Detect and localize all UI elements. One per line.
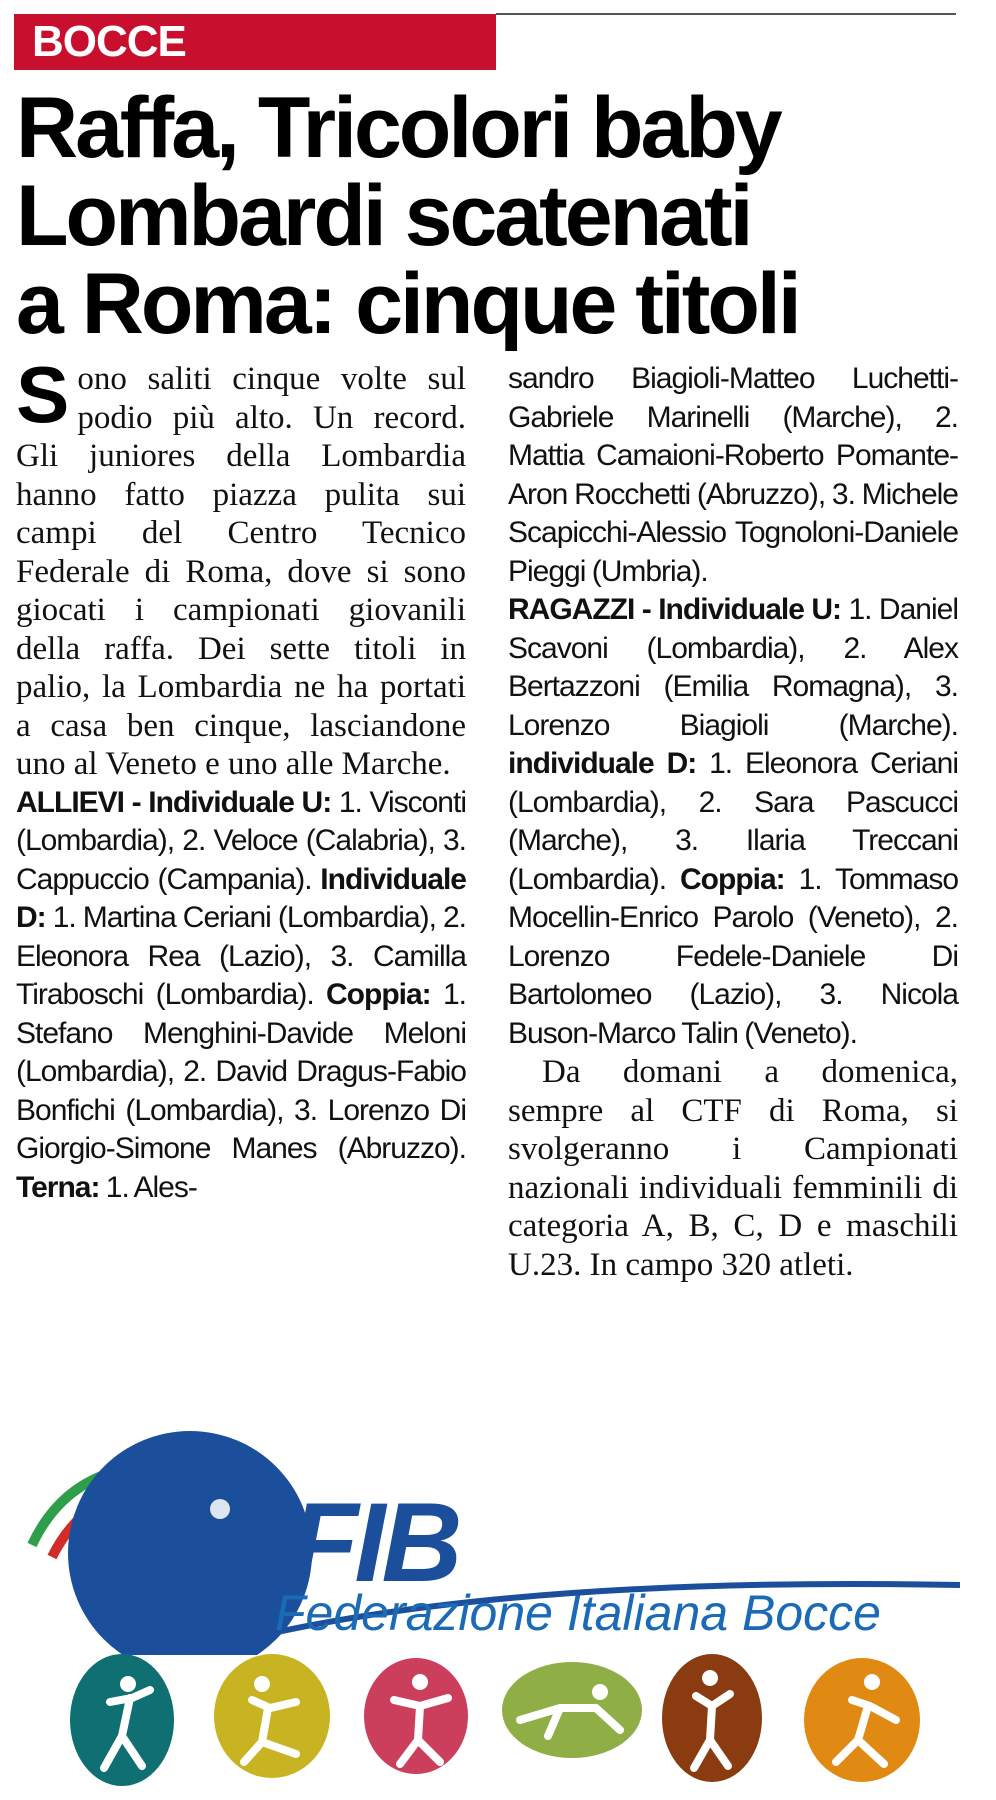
article-intro: [16, 350, 466, 784]
allievi-ind-d: 1. Martina Ceriani (Lombardia), 2. Eleonora Rea (Lazio), 3. Camilla Tiraboschi (Lombardia).: [16, 901, 466, 1011]
article-outro: Da domani a domenica, sempre al CTF di Roma, si svolgeranno i Campionati nazionali individuali femminili di categoria A, B, C, D e maschili U.23. In campo 320 atleti.: [508, 1054, 958, 1283]
bocce-player-green-icon: [502, 1662, 642, 1758]
fib-fullname: Federazione Italiana Bocce: [275, 1585, 881, 1641]
ragazzi-ind-d-label: individuale D:: [508, 747, 697, 780]
bocce-player-brown-icon: [662, 1654, 762, 1782]
bocce-player-yellow-icon: [214, 1654, 330, 1778]
section-label: BOCCE: [14, 14, 496, 70]
fib-wordmark: FIB: [290, 1480, 459, 1605]
top-rule: [496, 13, 956, 15]
results-ragazzi: [508, 591, 958, 1053]
results-allievi: [16, 784, 466, 1208]
article-column-left: [16, 350, 467, 1207]
intro-text: ono saliti cinque volte sul podio più alto. Un record. Gli juniores della Lombardia hanno fatto piazza pulita sui campi del Centro Tecnico Federale di Roma, dove si sono giocati i campionati giovanili della raffa. Dei sette titoli in palio, la Lombardia ne ha portati a casa ben cinque, lasciandone uno al Veneto e uno alle Marche.: [16, 361, 466, 782]
article-column-right: [508, 360, 958, 1284]
ragazzi-ind-u: 1. Daniel Scavoni (Lombardia), 2. Alex Bertazzoni (Emilia Romagna), 3. Lorenzo Biagioli (Marche).: [508, 593, 958, 742]
pictogram-row: [0, 1650, 996, 1790]
results-terna-continued: [508, 360, 958, 591]
bocce-player-orange-icon: [804, 1658, 920, 1782]
headline-line-2: Lombardi scatenati: [16, 168, 751, 264]
headline-line-1: Raffa, Tricolori baby: [16, 80, 780, 176]
allievi-terna-label: Terna:: [16, 1170, 100, 1204]
ragazzi-ind-d: 1. Eleonora Ceriani (Lombardia), 2. Sara Pascucci (Marche), 3. Ilaria Treccani (Lombardia).: [508, 747, 959, 896]
allievi-terna-rest: sandro Biagioli-Matteo Luchetti-Gabriele Marinelli (Marche), 2. Mattia Camaioni-Roberto Pomante-Aron Rocchetti (Abruzzo), 3. Michele Scapicchi-Alessio Tognoloni-Daniele Pieggi (Umbria).: [508, 362, 958, 588]
allievi-ind-u: 1. Visconti (Lombardia), 2. Veloce (Calabria), 3. Cappuccio (Campania).: [16, 785, 466, 896]
headline: [16, 80, 976, 352]
allievi-ind-d-label: Individuale D:: [16, 862, 466, 934]
ragazzi-coppia: 1. Tommaso Mocellin-Enrico Parolo (Veneto), 2. Lorenzo Fedele-Daniele Di Bartolomeo (Lazio), 3. Nicola Buson-Marco Talin (Veneto).: [508, 862, 959, 1050]
ragazzi-coppia-label: Coppia:: [680, 862, 785, 896]
allievi-terna-start: 1. Ales-: [99, 1170, 197, 1204]
ball-highlight: [210, 1499, 230, 1519]
allievi-coppia: 1. Stefano Menghini-Davide Meloni (Lombardia), 2. David Dragus-Fabio Bonfichi (Lombardia), 3. Lorenzo Di Giorgio-Simone Manes (Abruzzo).: [16, 978, 467, 1165]
allievi-label: ALLIEVI - Individuale U:: [16, 785, 332, 819]
ragazzi-label: RAGAZZI - Individuale U:: [508, 593, 842, 626]
bocce-player-teal-icon: [70, 1654, 174, 1786]
dropcap: S: [16, 350, 70, 439]
allievi-coppia-label: Coppia:: [326, 978, 431, 1011]
bocce-player-pink-icon: [364, 1658, 468, 1774]
headline-line-3: a Roma: cinque titoli: [16, 256, 799, 352]
